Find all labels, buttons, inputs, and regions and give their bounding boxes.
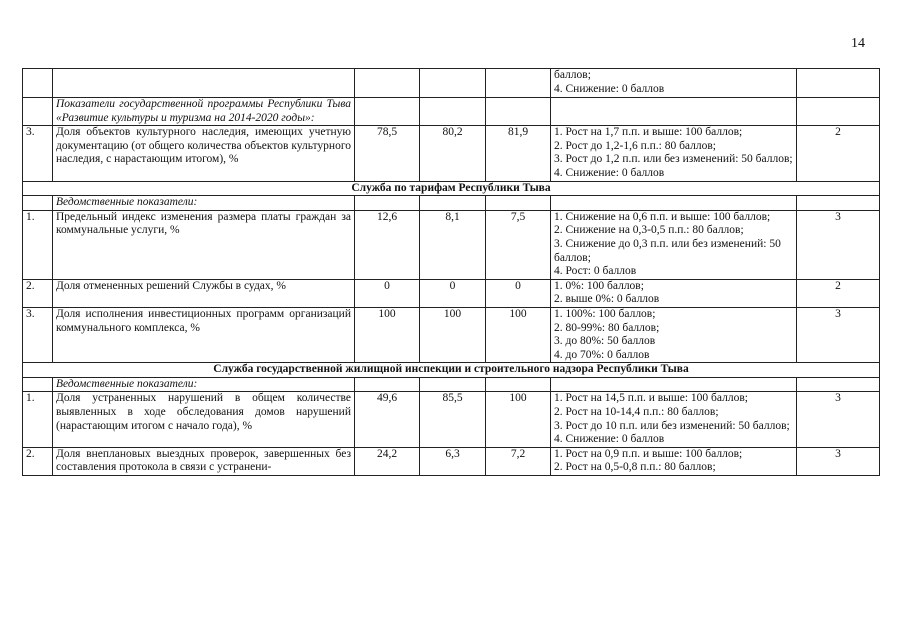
criteria-cell xyxy=(551,196,797,211)
value-2014-cell: 49,6 xyxy=(355,392,420,447)
section-title: Служба государственной жилищной инспекции и строительного надзора Республики Тыва xyxy=(23,363,880,378)
indicator-name-cell xyxy=(53,69,355,98)
subheader-text: Ведомственные показатели: xyxy=(53,196,355,211)
weight-cell: 2 xyxy=(797,279,880,307)
weight-cell xyxy=(797,377,880,392)
value-2014-cell xyxy=(355,377,420,392)
criteria-cell: баллов; 4. Снижение: 0 баллов xyxy=(551,69,797,98)
weight-cell xyxy=(797,196,880,211)
value-2015-cell xyxy=(420,69,486,98)
criteria-cell xyxy=(551,377,797,392)
row-number-cell: 2. xyxy=(23,447,53,475)
indicators-table xyxy=(22,68,880,476)
value-2016-cell xyxy=(486,377,551,392)
value-2016-cell xyxy=(486,98,551,126)
row-number-cell xyxy=(23,69,53,98)
weight-cell: 3 xyxy=(797,307,880,362)
value-2015-cell xyxy=(420,377,486,392)
value-2015-cell: 8,1 xyxy=(420,210,486,279)
weight-cell xyxy=(797,98,880,126)
value-2016-cell xyxy=(486,69,551,98)
subheader-row xyxy=(23,196,880,211)
indicator-name-cell: Доля исполнения инвестиционных программ организаций коммунального комплекса, % xyxy=(53,307,355,362)
criteria-cell: 1. Рост на 0,9 п.п. и выше: 100 баллов; 2. Рост на 0,5-0,8 п.п.: 80 баллов; xyxy=(551,447,797,475)
page-number: 14 xyxy=(851,36,865,51)
value-2016-cell: 100 xyxy=(486,392,551,447)
value-2016-cell: 100 xyxy=(486,307,551,362)
table-row xyxy=(23,210,880,279)
weight-cell xyxy=(797,69,880,98)
row-number-cell: 3. xyxy=(23,307,53,362)
row-number-cell: 3. xyxy=(23,126,53,181)
value-2015-cell xyxy=(420,196,486,211)
value-2014-cell xyxy=(355,196,420,211)
subheader-blank-cell xyxy=(23,98,53,126)
table-row xyxy=(23,69,880,98)
table-row xyxy=(23,392,880,447)
value-2016-cell: 0 xyxy=(486,279,551,307)
criteria-cell: 1. Рост на 1,7 п.п. и выше: 100 баллов; 2. Рост до 1,2-1,6 п.п.: 80 баллов; 3. Рост до 1,2 п.п. или без изменений: 50 баллов; 4. Снижение: 0 баллов xyxy=(551,126,797,181)
indicator-name-cell: Доля отмененных решений Службы в судах, % xyxy=(53,279,355,307)
value-2014-cell: 78,5 xyxy=(355,126,420,181)
value-2016-cell: 7,5 xyxy=(486,210,551,279)
table-row xyxy=(23,307,880,362)
criteria-cell: 1. 100%: 100 баллов; 2. 80-99%: 80 баллов; 3. до 80%: 50 баллов 4. до 70%: 0 баллов xyxy=(551,307,797,362)
criteria-cell: 1. Рост на 14,5 п.п. и выше: 100 баллов; 2. Рост на 10-14,4 п.п.: 80 баллов; 3. Рост до 10 п.п. или без изменений: 50 баллов; 4. Снижение: 0 баллов xyxy=(551,392,797,447)
row-number-cell: 1. xyxy=(23,392,53,447)
criteria-cell: 1. 0%: 100 баллов; 2. выше 0%: 0 баллов xyxy=(551,279,797,307)
subheader-blank-cell xyxy=(23,377,53,392)
subheader-blank-cell xyxy=(23,196,53,211)
subheader-text: Показатели государственной программы Республики Тыва «Развитие культуры и туризма на 2014-2020 годы»: xyxy=(53,98,355,126)
value-2014-cell: 24,2 xyxy=(355,447,420,475)
value-2014-cell: 100 xyxy=(355,307,420,362)
value-2016-cell xyxy=(486,196,551,211)
value-2015-cell xyxy=(420,98,486,126)
value-2015-cell: 80,2 xyxy=(420,126,486,181)
subheader-row xyxy=(23,98,880,126)
weight-cell: 3 xyxy=(797,392,880,447)
row-number-cell: 1. xyxy=(23,210,53,279)
section-header-row xyxy=(23,181,880,196)
criteria-cell: 1. Снижение на 0,6 п.п. и выше: 100 баллов; 2. Снижение на 0,3-0,5 п.п.: 80 баллов; 3. Снижение до 0,3 п.п. или без изменений: 50 баллов; 4. Рост: 0 баллов xyxy=(551,210,797,279)
table-row xyxy=(23,279,880,307)
table-body xyxy=(23,69,880,476)
weight-cell: 2 xyxy=(797,126,880,181)
row-number-cell: 2. xyxy=(23,279,53,307)
value-2015-cell: 85,5 xyxy=(420,392,486,447)
table-row xyxy=(23,447,880,475)
indicator-name-cell: Доля объектов культурного наследия, имеющих учетную документацию (от общего количества объектов культурного наследия, с нарастающим итогом), % xyxy=(53,126,355,181)
value-2015-cell: 0 xyxy=(420,279,486,307)
subheader-text: Ведомственные показатели: xyxy=(53,377,355,392)
value-2016-cell: 81,9 xyxy=(486,126,551,181)
value-2014-cell: 0 xyxy=(355,279,420,307)
value-2016-cell: 7,2 xyxy=(486,447,551,475)
weight-cell: 3 xyxy=(797,447,880,475)
table-row xyxy=(23,126,880,181)
subheader-row xyxy=(23,377,880,392)
value-2014-cell xyxy=(355,69,420,98)
value-2014-cell: 12,6 xyxy=(355,210,420,279)
value-2015-cell: 6,3 xyxy=(420,447,486,475)
criteria-cell xyxy=(551,98,797,126)
section-title: Служба по тарифам Республики Тыва xyxy=(23,181,880,196)
section-header-row xyxy=(23,363,880,378)
weight-cell: 3 xyxy=(797,210,880,279)
value-2015-cell: 100 xyxy=(420,307,486,362)
indicator-name-cell: Предельный индекс изменения размера платы граждан за коммунальные услуги, % xyxy=(53,210,355,279)
indicator-name-cell: Доля устраненных нарушений в общем количестве выявленных в ходе обследования домов нарушений (нарастающим итогом с начало года), % xyxy=(53,392,355,447)
indicator-name-cell: Доля внеплановых выездных проверок, завершенных без составления протокола в связи с устранени- xyxy=(53,447,355,475)
value-2014-cell xyxy=(355,98,420,126)
